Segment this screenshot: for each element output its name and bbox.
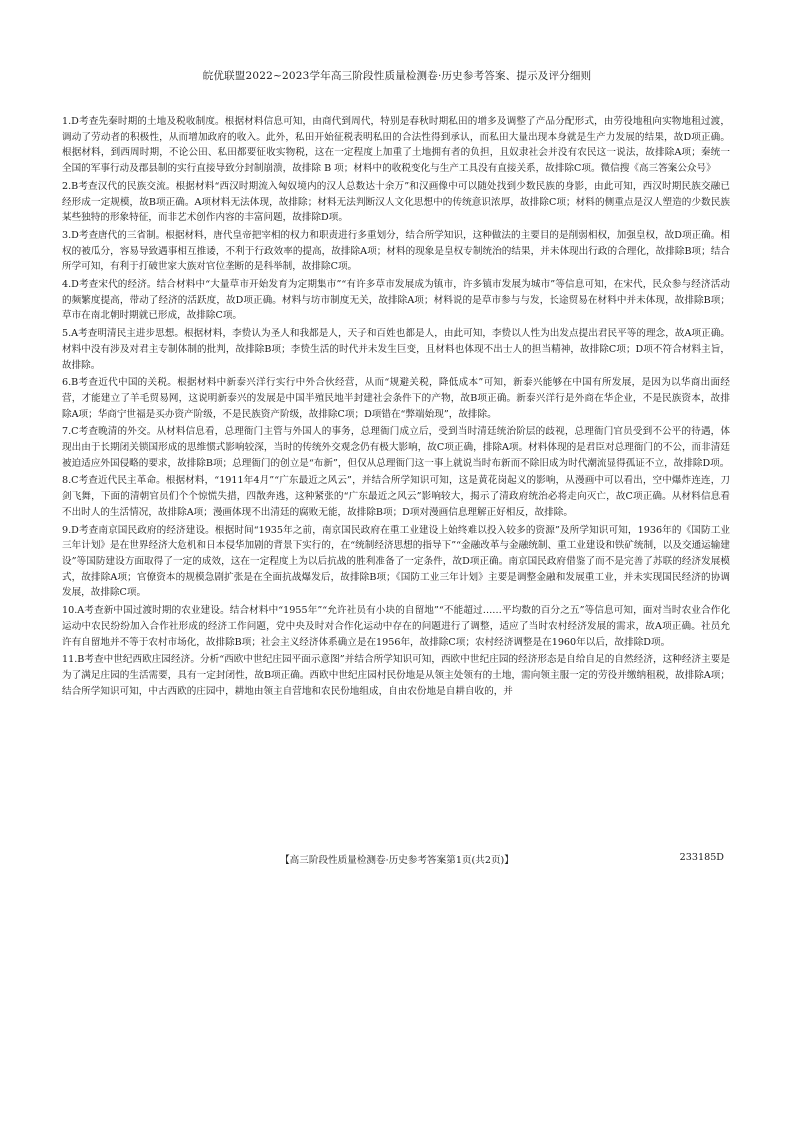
answer-item-11: 11.B考查中世纪西欧庄园经济。分析“西欧中世纪庄园平面示意图”并结合所学知识可知，西欧中世纪庄园的经济形态是自给自足的自然经济，这种经济主要是为了满足庄园的生活需要，具有一定封闭性，故B项正确。西欧中世纪庄园村民份地是从领主处领有的土地，需向领主服一定的劳役并缴纳租税，故排除A项；结合所学知识可知，中古西欧的庄园中，耕地由领主自营地和农民份地组成，自由农份地是自耕自收的，并 [62,654,730,697]
answer-item-2: 2.B考查汉代的民族交流。根据材料“西汉时期流入匈奴境内的汉人总数达十余万”和汉画像中可以随处找到少数民族的身影，由此可知，西汉时期民族交融已经形成一定规模，故B项正确。A项材料无法体现，故排除；材料无法判断汉人文化思想中的传统意识浓厚，故排除C项；材料的侧重点是汉人塑造的少数民族某些独特的形象特征，而非艺术创作内容的丰富问题，故排除D项。 [62,180,730,224]
document-title: 皖优联盟2022~2023学年高三阶段性质量检测卷·历史参考答案、提示及评分细则 [202,70,592,82]
answer-item-7: 7.C考查晚清的外交。从材料信息看，总理衙门主管与外国人的事务，总理衙门成立后，受到当时清廷统治阶层的歧视，总理衙门官员受到不公平的待遇，体现出由于长期闭关锁国形成的思维惯式影响较深，当时的传统外交观念仍有极大影响，故C项正确，排除A项。材料体现的是君臣对总理衙门的不公，而非清廷被迫适应外国侵略的要求，故排除B项；总理衙门的创立是“布新”，但仅从总理衙门这一事上就说当时布新而不除旧成为时代潮流显得孤证不立，故排除D项。 [62,426,730,469]
answer-item-4: 4.D考查宋代的经济。结合材料中“大量草市开始发育为定期集市”“有许多草市发展成为镇市，许多镇市发展为城市”等信息可知，在宋代，民众参与经济活动的频繁度提高，带动了经济的活跃度，故D项正确。材料与坊市制度无关，故排除A项；材料说的是草市参与与发，长途贸易在材料中并未体现，故排除B项；草市在南北朝时期就已形成，故排除C项。 [62,279,730,322]
answer-item-8: 8.C考查近代民主革命。根据材料，“1911年4月”“广东最近之风云”，并结合所学知识可知，这是黄花岗起义的影响，从漫画中可以看出，空中爆炸连连，刀剑飞舞，下面的清朝官员们个个惊慌失措，四散奔逃，这种紧张的“广东最近之风云”影响较大，揭示了清政府统治必将走向灭亡，故C项正确。从材料信息看不出时人的生活情况，故排除A项；漫画体现不出清廷的腐败无能，故排除B项；D项对漫画信息理解正好相反，故排除。 [62,475,730,518]
answer-item-6: 6.B考查近代中国的关税。根据材料中新泰兴洋行实行中外合伙经营，从而“规避关税，降低成本”可知，新泰兴能够在中国有所发展，是因为以华商出面经营，才能建立了羊毛贸易网，这说明新泰兴的发展是中国半殖民地半封建社会条件下的产物，故B项正确。新泰兴洋行是外商在华企业，不是民族资本，故排除A项；华商宁世福是买办资产阶级，不是民族资产阶级，故排除C项；D项错在“弊端始现”，故排除。 [62,377,730,420]
document-code: 233185D [679,852,724,863]
answer-item-5: 5.A考查明清民主进步思想。根据材料，李贽认为圣人和我都是人，天子和百姓也都是人，由此可知，李贽以人性为出发点提出君民平等的理念，故A项正确。材料中没有涉及对君主专制体制的批判，故排除B项；李贽生活的时代并未发生巨变，且材料也体现不出士人的担当精神，故排除C项；D项不符合材料主旨，故排除。 [62,328,730,371]
page-number-label: 【高三阶段性质量检测卷·历史参考答案第1页(共2页)】 [280,855,514,866]
answer-item-10: 10.A考查新中国过渡时期的农业建设。结合材料中“1955年”“允许社员有小块的自留地”“不能超过……平均数的百分之五”等信息可知，面对当时农业合作化运动中农民纷纷加入合作社形成的经济工作问题，党中央及时对合作化运动中存在的问题进行了调整，适应了当时农村经济发展的需求，故A项正确。社员允许有自留地并不等于农村市场化，故排除B项；社会主义经济体系确立是在1956年，故排除C项；农村经济调整是在1960年以后，故排除D项。 [62,605,730,648]
answer-explanations [62,114,730,701]
answer-item-9: 9.D考查南京国民政府的经济建设。根据时间“1935年之前，南京国民政府在重工业建设上始终难以投入较多的资源”及所学知识可知，1936年的《国防工业三年计划》是在世界经济大危机和日本侵华加剧的背景下实行的，在“统制经济思想的指导下”“金融改革与金融统制、重工业建设和铁矿统制，以及交通运输建设”等国防建设方面取得了一定的成效，这在一定程度上为以后抗战的胜利准备了一定条件，故D项正确。南京国民政府借鉴了而不是完善了苏联的经济发展模式，故排除A项；官僚资本的规模急剧扩张是在全面抗战爆发后，故排除B项；《国防工业三年计划》主要是调整金融和发展重工业，并未实现国民经济的协调发展，故排除C项。 [62,524,730,599]
answer-item-3: 3.D考查唐代的三省制。根据材料，唐代皇帝把宰相的权力和职责进行多重划分，结合所学知识，这种做法的主要目的是削弱相权，加强皇权，故D项正确。相权的被瓜分，容易导致遇事相互推诿，不利于行政效率的提高，故排除A项；材料的现象是皇权专制统治的结果，并未体现出行政的合理化，故排除B项；结合所学可知，有利于打破世家大族对官位垄断的是科举制，故排除C项。 [62,229,730,273]
answer-item-1: 1.D考查先秦时期的土地及税收制度。根据材料信息可知，由商代到周代，特别是春秋时期私田的增多及调整了产品分配形式，由劳役地租向实物地租过渡，调动了劳动者的积极性，从而增加政府的收入。此外，私田开始征税表明私田的合法性得到承认，而私田大量出现本身就是生产力发展的结果，故D项正确。根据材料，到西周时期，不论公田、私田都要征收实物税，这在一定程度上加重了土地拥有者的负担，且奴隶社会并没有农民这一说法，故排除A项；秦统一全国的军事行动及郡县制的实行直接导致分封制崩溃，故排除 B 项；材料中的收税变化与生产工具没有直接关系，故排除C项。微信搜《高三答案公众号》 [62,116,730,175]
